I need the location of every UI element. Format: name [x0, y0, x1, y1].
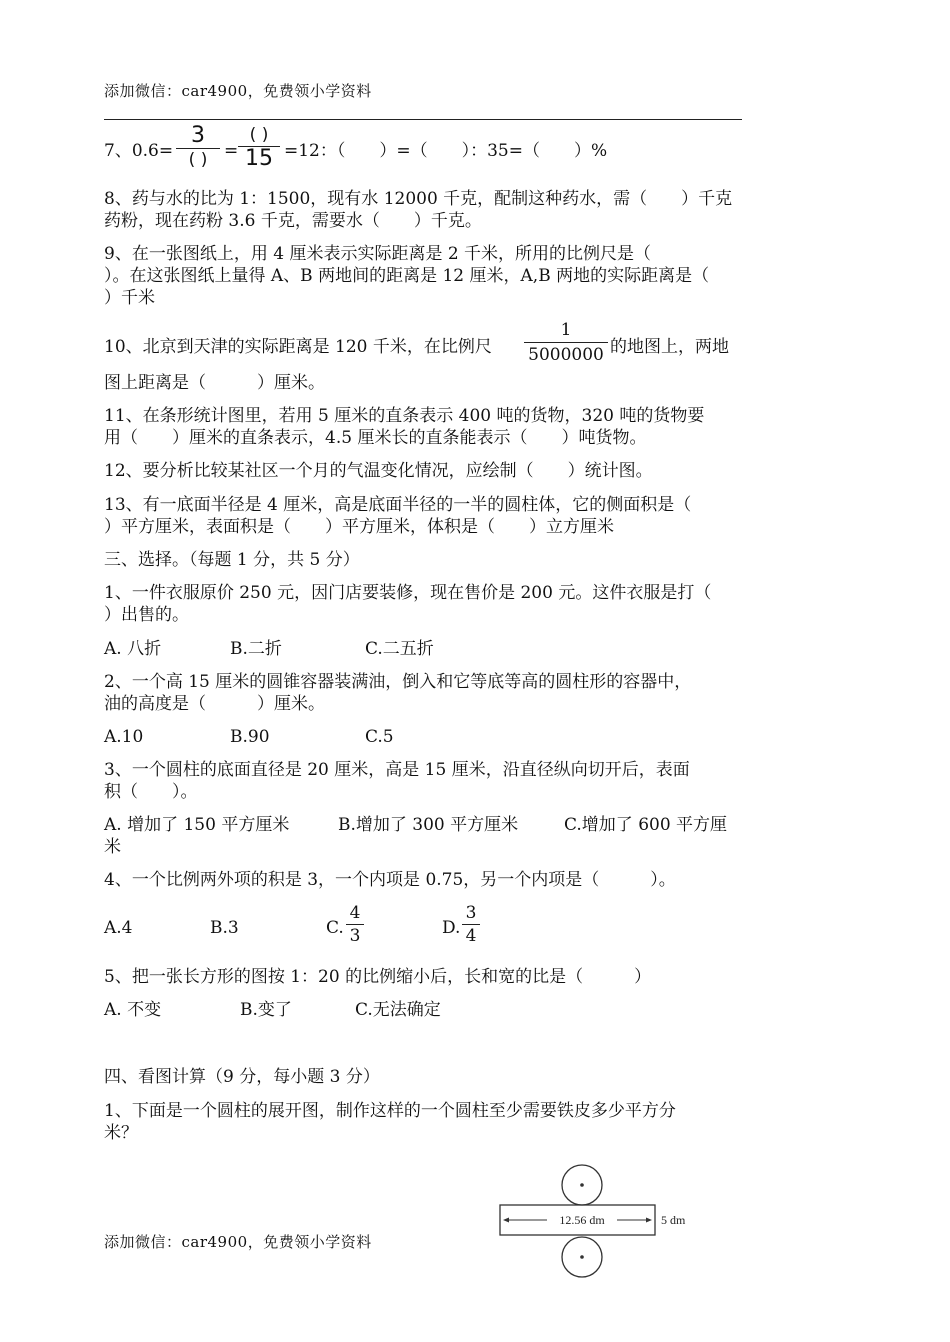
c1-option-b: B.二折	[230, 639, 282, 659]
c1-line-2: ）出售的。	[104, 605, 189, 625]
q11-line-2: 用（ ）厘米的直条表示，4.5 厘米长的直条能表示（ ）吨货物。	[104, 428, 647, 448]
q10-scale-fraction	[524, 318, 608, 367]
c2-option-a: A.10	[104, 727, 144, 747]
q8-line-2: 药粉，现在药粉 3.6 千克，需要水（ ）千克。	[104, 211, 482, 231]
q8-line-1: 8、药与水的比为 1：1500，现有水 12000 千克，配制这种药水，需（ ）千克	[104, 189, 733, 209]
c5-option-c: C.无法确定	[355, 1000, 441, 1020]
q10-prefix: 10、北京到天津的实际距离是 120 千米，在比例尺	[104, 337, 492, 357]
bottom-center-dot	[580, 1255, 584, 1259]
q10-suffix: 的地图上，两地	[610, 337, 729, 357]
header-text: 添加微信：car4900，免费领小学资料	[104, 82, 372, 100]
p1-line-2: 米？	[104, 1123, 138, 1143]
header-rule	[104, 119, 742, 120]
top-center-dot	[580, 1183, 584, 1187]
q7-equals: =	[224, 141, 239, 161]
q13-line-1: 13、有一底面半径是 4 厘米，高是底面半径的一半的圆柱体，它的侧面积是（	[104, 495, 692, 515]
q11-line-1: 11、在条形统计图里，若用 5 厘米的直条表示 400 吨的货物，320 吨的货物要	[104, 406, 705, 426]
q9-line-2: ）。在这张图纸上量得 A、B 两地间的距离是 12 厘米，A,B 两地的实际距离是（	[104, 266, 710, 286]
width-label: 12.56 dm	[559, 1213, 605, 1227]
c2-line-2: 油的高度是（ ）厘米。	[104, 694, 325, 714]
q7-f1-numerator: 3	[191, 123, 205, 148]
q7-f2-denominator: 15	[245, 146, 273, 171]
q7-f1-denominator: ( )	[188, 150, 208, 170]
q7-f2-numerator: ( )	[249, 125, 269, 145]
q9-line-1: 9、在一张图纸上，用 4 厘米表示实际距离是 2 千米，所用的比例尺是（	[104, 244, 652, 264]
footer-text: 添加微信：car4900，免费领小学资料	[104, 1233, 372, 1251]
c4-c-denominator: 3	[349, 926, 361, 946]
q13-line-2: ）平方厘米，表面积是（ ）平方厘米，体积是（ ）立方厘米	[104, 517, 614, 537]
section-4-title: 四、看图计算（9 分，每小题 3 分）	[104, 1067, 380, 1087]
c5-option-b: B.变了	[240, 1000, 292, 1020]
c4-line-1: 4、一个比例两外项的积是 3，一个内项是 0.75，另一个内项是（ ）。	[104, 870, 676, 890]
c4-d-numerator: 3	[465, 903, 477, 923]
q9-line-3: ）千米	[104, 288, 155, 308]
cylinder-net-figure	[495, 1158, 705, 1284]
section-3-title: 三、选择。（每题 1 分，共 5 分）	[104, 550, 360, 570]
c4-option-c-label: C.	[326, 918, 344, 938]
arrowhead-left	[503, 1218, 509, 1223]
c4-option-a: A.4	[104, 918, 133, 938]
c3-line-2: 积（ ）。	[104, 782, 198, 802]
c4-option-d-label: D.	[442, 918, 461, 938]
c3-option-b: B.增加了 300 平方厘米	[338, 815, 519, 835]
q10-denominator: 5000000	[528, 345, 604, 365]
c4-d-denominator: 4	[465, 926, 477, 946]
c4-c-numerator: 4	[349, 903, 361, 923]
p1-line-1: 1、下面是一个圆柱的展开图，制作这样的一个圆柱至少需要铁皮多少平方分	[104, 1101, 676, 1121]
c3-option-a: A. 增加了 150 平方厘米	[104, 815, 290, 835]
q10-line-2: 图上距离是（ ）厘米。	[104, 373, 325, 393]
c2-option-b: B.90	[230, 727, 270, 747]
c3-option-c: C.增加了 600 平方厘	[564, 815, 728, 835]
c3-option-c-wrap: 米	[104, 837, 121, 857]
c1-option-a: A. 八折	[104, 639, 162, 659]
c4-option-d-fraction	[462, 902, 480, 947]
arrowhead-right	[646, 1218, 652, 1223]
c2-option-c: C.5	[365, 727, 394, 747]
c2-line-1: 2、一个高 15 厘米的圆锥容器装满油，倒入和它等底等高的圆柱形的容器中，	[104, 672, 692, 692]
c4-option-c-fraction	[346, 902, 364, 947]
q7-fraction-1	[176, 124, 220, 171]
q7-fraction-2	[238, 124, 280, 171]
q12-line-1: 12、要分析比较某社区一个月的气温变化情况，应绘制（ ）统计图。	[104, 461, 653, 481]
c1-option-c: C.二五折	[365, 639, 434, 659]
c5-option-a: A. 不变	[104, 1000, 162, 1020]
c5-line-1: 5、把一张长方形的图按 1：20 的比例缩小后，长和宽的比是（ ）	[104, 967, 652, 987]
q7-prefix: 7、0.6=	[104, 141, 174, 161]
c3-line-1: 3、一个圆柱的底面直径是 20 厘米，高是 15 厘米，沿直径纵向切开后，表面	[104, 760, 690, 780]
c4-option-b: B.3	[210, 918, 239, 938]
c1-line-1: 1、一件衣服原价 250 元，因门店要装修，现在售价是 200 元。这件衣服是打（	[104, 583, 712, 603]
height-label: 5 dm	[661, 1213, 686, 1227]
q7-suffix: =12：（ ）=（ ）：35=（ ）%	[284, 141, 608, 161]
q10-numerator: 1	[560, 320, 572, 340]
